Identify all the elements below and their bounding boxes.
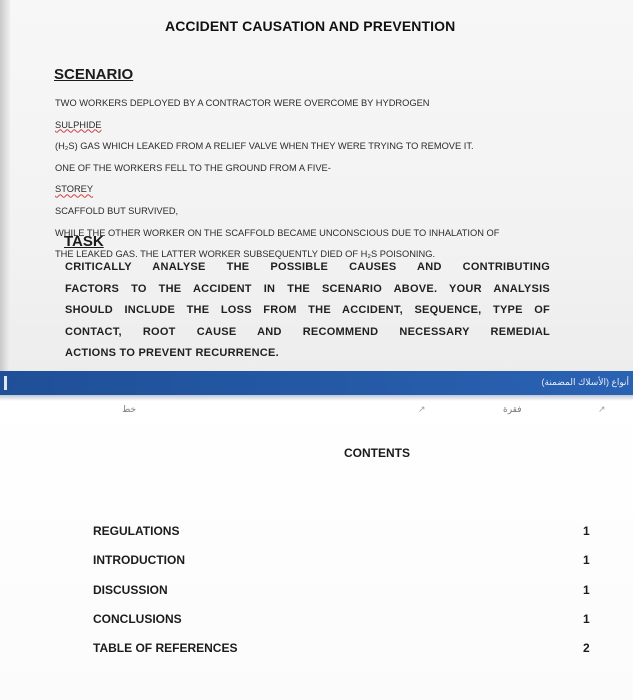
task-line: FACTORS TO THE ACCIDENT IN THE SCENARIO ABOVE. YOUR ANALYSIS xyxy=(65,282,550,295)
expand-icon[interactable]: ↗ xyxy=(598,404,606,414)
ribbon-strip xyxy=(0,371,633,395)
task-text xyxy=(65,257,550,365)
toc-entry-page: 1 xyxy=(583,583,590,597)
scenario-heading: SCENARIO xyxy=(54,66,134,83)
font-group-label[interactable]: خط xyxy=(122,404,137,414)
toc-entry-page: 2 xyxy=(583,641,590,655)
toc-entry[interactable] xyxy=(0,641,633,663)
document-title: ACCIDENT CAUSATION AND PREVENTION xyxy=(165,18,456,34)
scenario-line: (H₂S) GAS WHICH LEAKED FROM A RELIEF VALVE WHEN THEY WERE TRYING TO REMOVE IT. xyxy=(55,141,474,152)
toc-entry-label: REGULATIONS xyxy=(93,524,180,538)
page-edge-shadow xyxy=(0,0,10,395)
page-top-edge xyxy=(0,395,633,401)
scenario-line: ONE OF THE WORKERS FELL TO THE GROUND FROM A FIVE- STOREY SCAFFOLD BUT SURVIVED, xyxy=(55,162,331,216)
styles-group-label[interactable]: (الأسلاك المضمنة) أنواع xyxy=(541,377,629,387)
scenario-text xyxy=(55,93,575,266)
scenario-line: THE LEAKED GAS. THE LATTER WORKER SUBSEQUENTLY DIED OF H₂S POISONING. xyxy=(55,249,436,260)
toc-entry[interactable] xyxy=(0,553,633,575)
expand-icon[interactable]: ↗ xyxy=(418,404,426,414)
toc-entry-label: INTRODUCTION xyxy=(93,553,185,567)
task-line: CONTACT, ROOT CAUSE AND RECOMMEND NECESSARY REMEDIAL xyxy=(65,325,550,338)
toc-entry-page: 1 xyxy=(583,524,590,538)
toc-entry[interactable] xyxy=(0,524,633,546)
toc-entry-page: 1 xyxy=(583,553,590,567)
task-line: CRITICALLY ANALYSE THE POSSIBLE CAUSES AND CONTRIBUTING xyxy=(65,261,550,273)
toc-entry-page: 1 xyxy=(583,612,590,626)
ribbon-edge-mark xyxy=(4,376,7,390)
contents-title: CONTENTS xyxy=(344,446,410,460)
scenario-line: TWO WORKERS DEPLOYED BY A CONTRACTOR WERE OVERCOME BY HYDROGEN SULPHIDE xyxy=(55,98,430,130)
toc-entry-label: CONCLUSIONS xyxy=(93,612,182,626)
scenario-line: WHILE THE OTHER WORKER ON THE SCAFFOLD BECAME UNCONSCIOUS DUE TO INHALATION OF xyxy=(55,227,500,238)
toc-entry-label: DISCUSSION xyxy=(93,583,168,597)
toc-entry[interactable] xyxy=(0,612,633,634)
task-line: ACTIONS TO PREVENT RECURRENCE. xyxy=(65,347,279,360)
toc-entry[interactable] xyxy=(0,583,633,605)
toc-entry-label: TABLE OF REFERENCES xyxy=(93,641,238,655)
task-line: SHOULD INCLUDE THE LOSS FROM THE ACCIDENT, SEQUENCE, TYPE OF xyxy=(65,304,550,317)
task-heading: TASK xyxy=(64,233,104,250)
paragraph-group-label[interactable]: فقرة xyxy=(503,404,522,414)
